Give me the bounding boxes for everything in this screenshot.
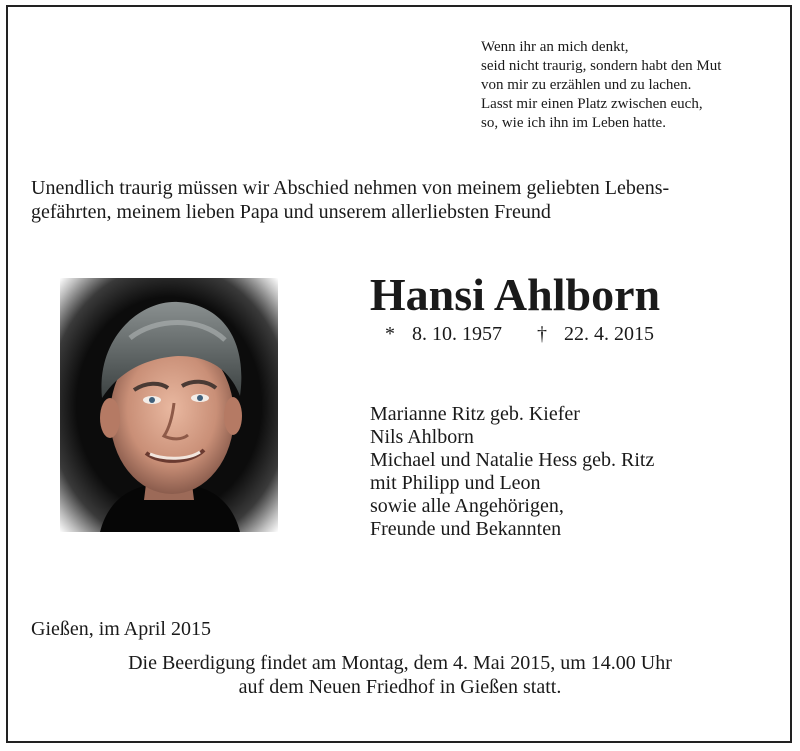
mourner-line: Freunde und Bekannten: [370, 518, 562, 540]
funeral-line: Die Beerdigung findet am Montag, dem 4. Mai 2015, um 14.00 Uhr: [128, 652, 672, 674]
poem-line: Lasst mir einen Platz zwischen euch,: [481, 96, 703, 112]
birth-symbol: *: [385, 323, 395, 345]
mourner-line: Marianne Ritz geb. Kiefer: [370, 403, 580, 425]
portrait-image: [60, 278, 278, 532]
mourner-line: sowie alle Angehörigen,: [370, 495, 564, 517]
memorial-poem: [481, 38, 781, 133]
mourner-line: Michael und Natalie Hess geb. Ritz: [370, 449, 655, 471]
funeral-line: auf dem Neuen Friedhof in Gießen statt.: [238, 676, 562, 698]
mourners-list: [370, 403, 770, 541]
birth-date: 8. 10. 1957: [412, 323, 502, 345]
deceased-name: Hansi Ahlborn: [369, 269, 661, 320]
death-symbol: †: [537, 323, 547, 345]
mourner-line: Nils Ahlborn: [370, 426, 474, 448]
poem-line: von mir zu erzählen und zu lachen.: [481, 77, 692, 93]
intro-line: Unendlich traurig müssen wir Abschied nehmen von meinem geliebten Lebens-: [31, 177, 670, 199]
funeral-notice: [0, 651, 800, 699]
intro-line: gefährten, meinem lieben Papa und unserem allerliebsten Freund: [31, 201, 551, 223]
portrait-photo: [60, 278, 278, 532]
poem-line: Wenn ihr an mich denkt,: [481, 39, 629, 55]
death-date: 22. 4. 2015: [564, 323, 654, 345]
intro-text: [31, 176, 781, 224]
poem-line: seid nicht traurig, sondern habt den Mut: [481, 58, 722, 74]
place-date: Gießen, im April 2015: [31, 618, 211, 640]
poem-line: so, wie ich ihn im Leben hatte.: [481, 115, 666, 131]
mourner-line: mit Philipp und Leon: [370, 472, 541, 494]
life-dates: [385, 322, 685, 346]
